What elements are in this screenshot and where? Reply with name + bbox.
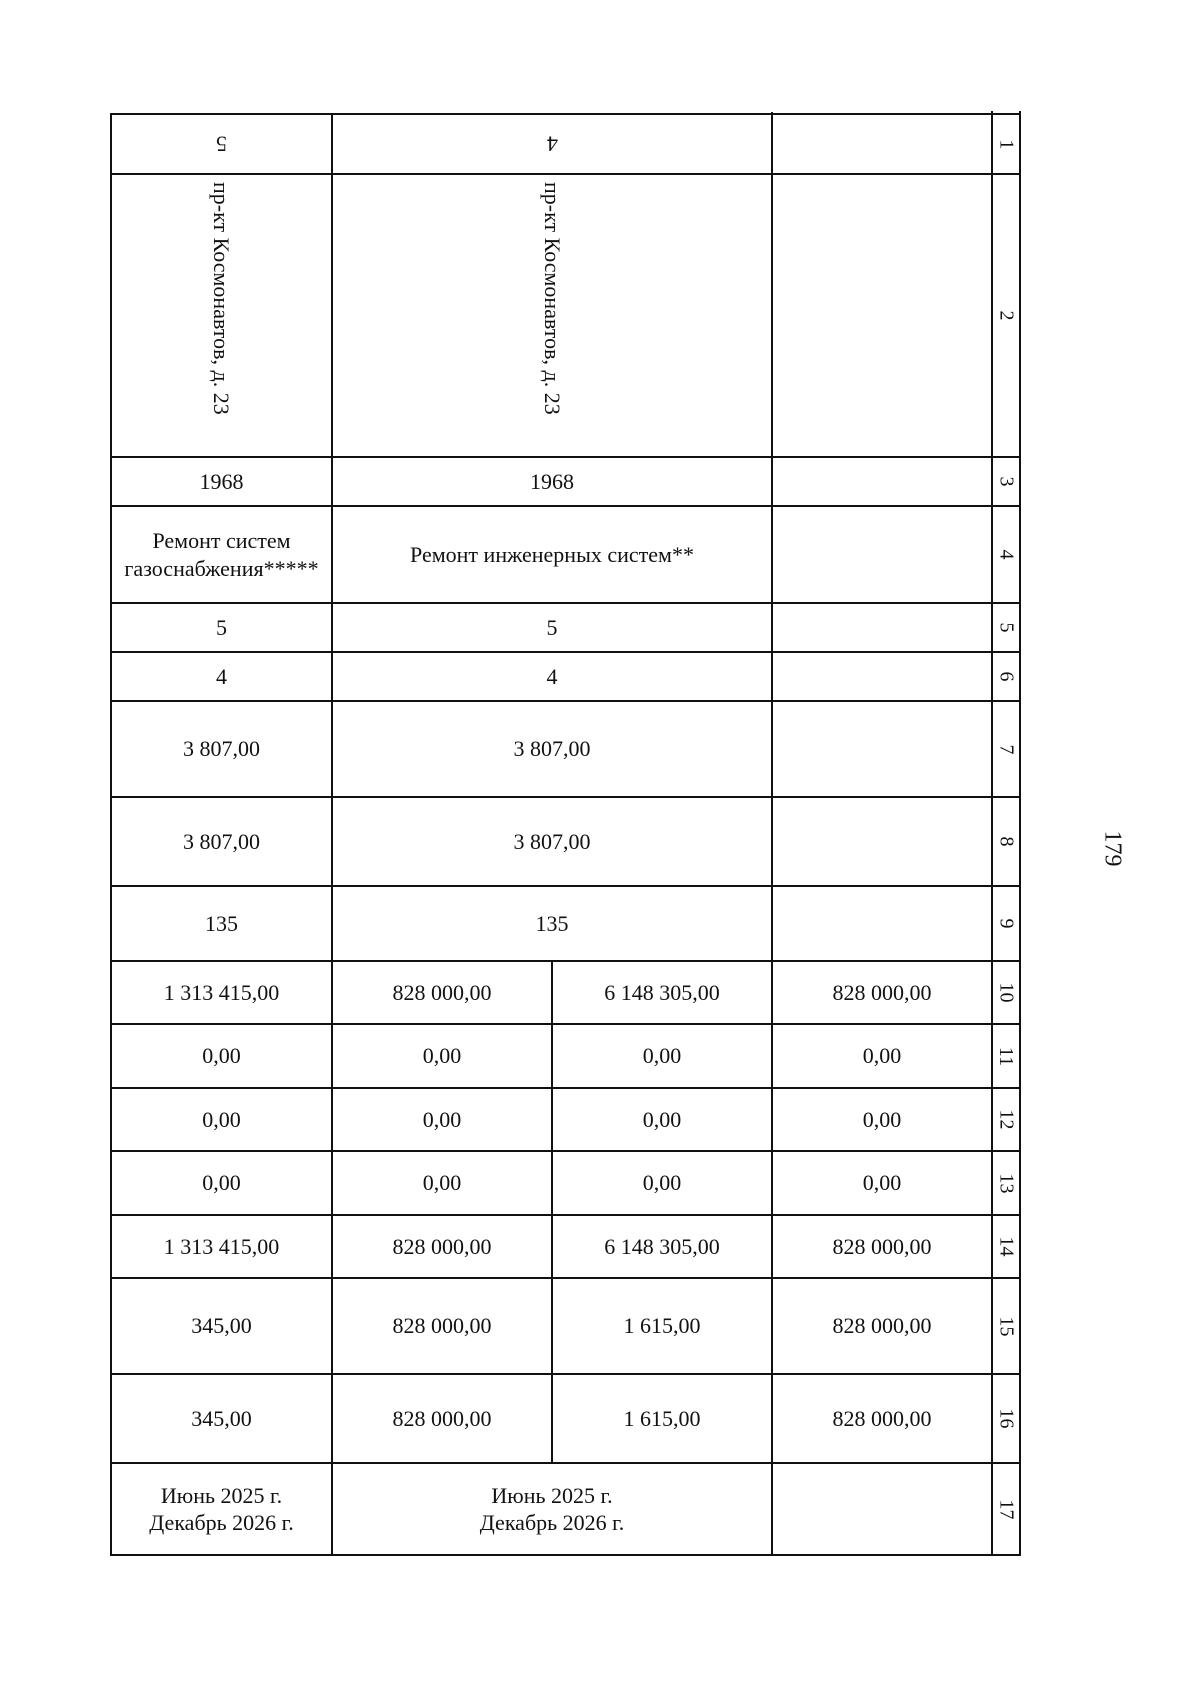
col12-cell: 0,00 [642, 1106, 682, 1132]
col13-cell: 0,00 [862, 1170, 902, 1196]
column-number-17: 17 [995, 1499, 1018, 1519]
col12-cell: 0,00 [862, 1106, 902, 1132]
col15-cell: 828 000,00 [392, 1313, 492, 1339]
col16-cell: 828 000,00 [832, 1405, 932, 1431]
row-number-cell [112, 115, 331, 173]
col11-cell: 0,00 [862, 1043, 902, 1069]
col9-cell: 135 [205, 910, 238, 936]
table-border-right [1019, 111, 1021, 1556]
column-number-1: 1 [995, 139, 1018, 149]
col14-cell: 6 148 305,00 [604, 1233, 720, 1259]
address: пр-кт Космонавтов, д. 23 [209, 182, 234, 415]
column-number-4: 4 [995, 549, 1018, 560]
row-number: 5 [216, 131, 227, 157]
period-start: Июнь 2025 г. [160, 1482, 283, 1508]
column-number-14: 14 [995, 1236, 1018, 1257]
col5-cell: 5 [546, 614, 558, 640]
col13-cell: 0,00 [202, 1170, 241, 1196]
column-number-15: 15 [995, 1316, 1018, 1336]
column-number-8: 8 [995, 836, 1018, 847]
col5-cell: 5 [216, 614, 227, 640]
address: пр-кт Космонавтов, д. 23 [540, 182, 565, 415]
work-type-line-1: Ремонт систем [152, 528, 291, 553]
col16-cell: 1 615,00 [623, 1405, 701, 1431]
period-cell [112, 1464, 331, 1554]
col10-cell: 828 000,00 [832, 979, 932, 1005]
col7-cell: 3 807,00 [183, 736, 260, 762]
col16-cell: 828 000,00 [392, 1405, 492, 1431]
col10-cell: 828 000,00 [392, 979, 492, 1005]
col8-cell: 3 807,00 [513, 828, 591, 854]
col10-cell: 6 148 305,00 [604, 979, 720, 1005]
col9-cell: 135 [535, 910, 569, 936]
work-type-cell [112, 507, 331, 602]
col10-cell: 1 313 415,00 [163, 979, 280, 1005]
period-start: Июнь 2025 г. [491, 1482, 613, 1508]
column-number-7: 7 [995, 744, 1018, 754]
col14-cell: 1 313 415,00 [163, 1233, 280, 1259]
column-number-11: 11 [995, 1046, 1018, 1066]
col13-cell: 0,00 [422, 1170, 462, 1196]
col14-cell: 828 000,00 [392, 1233, 492, 1259]
column-number-2: 2 [995, 310, 1018, 321]
year-cell: 1968 [530, 468, 574, 494]
col12-cell: 0,00 [422, 1106, 462, 1132]
col6-cell: 4 [216, 663, 227, 689]
col16-cell: 345,00 [191, 1405, 252, 1431]
column-number-16: 16 [995, 1408, 1018, 1429]
work-type-cell: Ремонт инженерных систем** [410, 541, 694, 567]
col11-cell: 0,00 [422, 1043, 462, 1069]
col14-cell: 828 000,00 [832, 1233, 932, 1259]
col15-cell: 345,00 [191, 1313, 252, 1339]
row-line [110, 173, 1020, 175]
page-number: 179 [1099, 830, 1126, 867]
column-number-12: 12 [995, 1109, 1018, 1130]
period-end: Декабрь 2026 г. [149, 1510, 294, 1535]
column-number-10: 10 [995, 982, 1018, 1003]
column-number-3: 3 [995, 476, 1018, 487]
period-end: Декабрь 2026 г. [479, 1510, 625, 1535]
table-border-bottom [110, 1554, 1020, 1556]
column-number-9: 9 [995, 918, 1018, 929]
row-number-cell [333, 115, 771, 173]
period-cell [333, 1464, 771, 1554]
col15-cell: 828 000,00 [832, 1313, 932, 1339]
col8-cell: 3 807,00 [183, 828, 260, 854]
col11-cell: 0,00 [642, 1043, 682, 1069]
col7-cell: 3 807,00 [513, 736, 591, 762]
year-cell: 1968 [199, 468, 244, 494]
column-number-5: 5 [995, 622, 1018, 633]
work-type-line-2: газоснабжения***** [124, 555, 319, 581]
col13-cell: 0,00 [642, 1170, 682, 1196]
column-number-6: 6 [995, 671, 1018, 682]
column-number-13: 13 [995, 1173, 1018, 1193]
col12-cell: 0,00 [202, 1106, 241, 1132]
col11-cell: 0,00 [202, 1043, 241, 1069]
row-number: 4 [546, 131, 558, 157]
col6-cell: 4 [546, 663, 558, 689]
col15-cell: 1 615,00 [623, 1313, 701, 1339]
